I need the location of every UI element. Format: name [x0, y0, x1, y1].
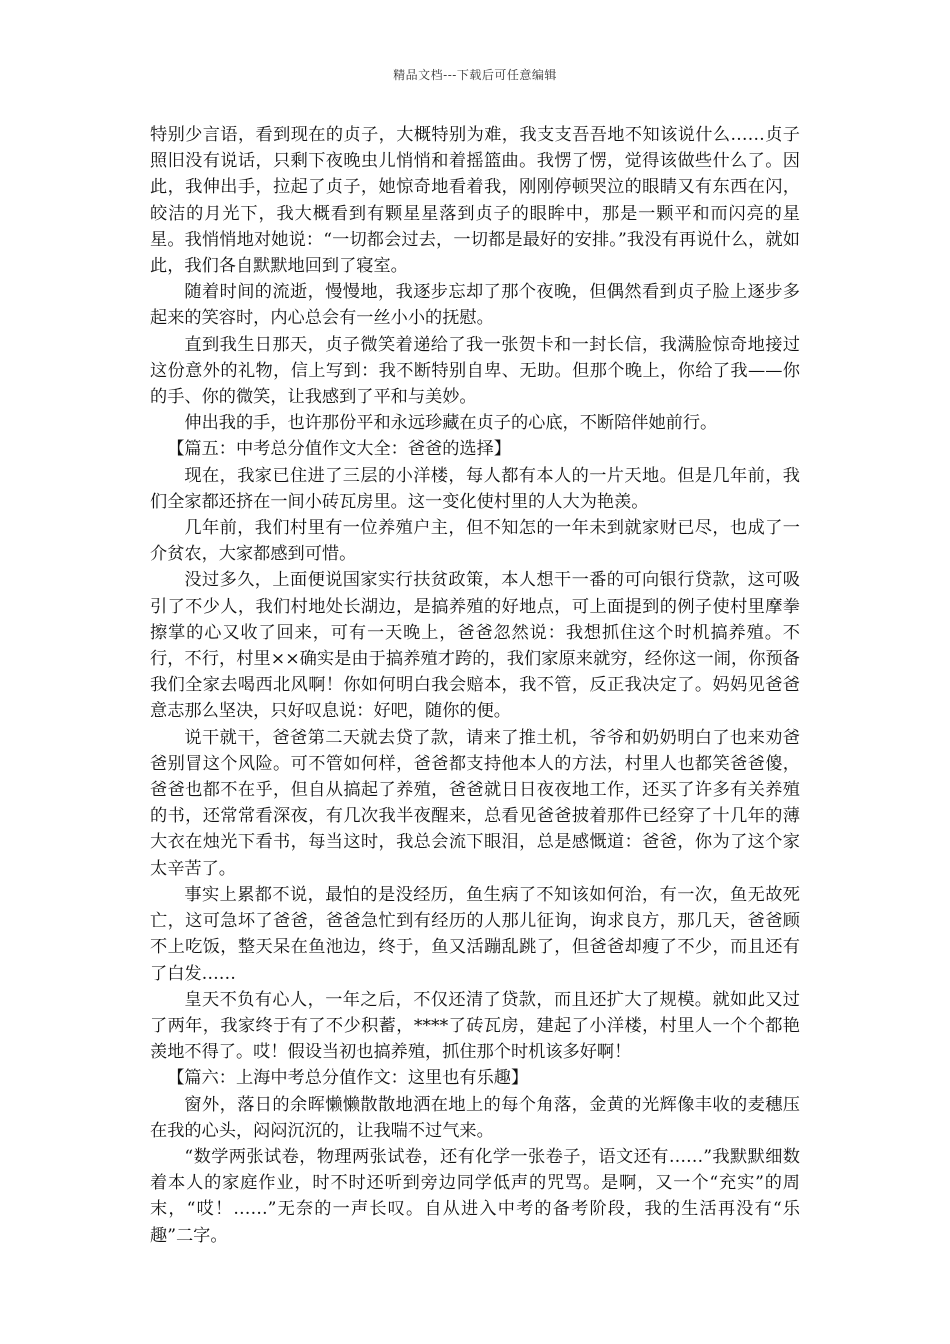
paragraph: 伸出我的手，也许那份平和永远珍藏在贞子的心底，不断陪伴她前行。 — [184, 413, 718, 434]
paragraph: 直到我生日那天，贞子微笑着递给了我一张贺卡和一封长信，我满脸惊奇地接过这份意外的礼物，信上写到：我不断特别自卑、无助。但那个晚上，你给了我——你的手、你的微笑，让我感到了平和与美妙。 — [150, 334, 800, 408]
paragraph: 没过多久，上面便说国家实行扶贫政策，本人想干一番的可向银行贷款，这可吸引了不少人，我们村地处长湖边，是搞养殖的好地点，可上面提到的例子使村里摩拳擦掌的心又收了回来，可有一天晚上，爸爸忽然说：我想抓住这个时机搞养殖。不行，不行，村里××确实是由于搞养殖才跨的，我们家原来就穷，经你这一闹，你预备我们全家去喝西北风啊！你如何明白我会赔本，我不管，反正我决定了。妈妈见爸爸意志那么坚决，只好叹息说：好吧，随你的便。 — [150, 570, 800, 722]
paragraph: 随着时间的流逝，慢慢地，我逐步忘却了那个夜晚，但偶然看到贞子脸上逐步多起来的笑容时，内心总会有一丝小小的抚慰。 — [150, 282, 800, 329]
section-heading: 【篇六：上海中考总分值作文：这里也有乐趣】 — [167, 1068, 529, 1089]
paragraph: 现在，我家已住进了三层的小洋楼，每人都有本人的一片天地。但是几年前，我们全家都还挤在一间小砖瓦房里。这一变化使村里的人大为艳羡。 — [150, 465, 800, 512]
paragraph: “数学两张试卷，物理两张试卷，还有化学一张卷子，语文还有……”我默默细数着本人的家庭作业，时不时还听到旁边同学低声的咒骂。是啊，又一个“充实”的周末，“哎！……”无奈的一声长叹。自从进入中考的备考阶段，我的生活再没有“乐趣”二字。 — [150, 1146, 800, 1246]
section-heading: 【篇五：中考总分值作文大全：爸爸的选择】 — [167, 439, 511, 460]
paragraph: 几年前，我们村里有一位养殖户主，但不知怎的一年未到就家财已尽，也成了一介贫农，大家都感到可惜。 — [150, 518, 800, 565]
paragraph: 事实上累都不说，最怕的是没经历，鱼生病了不知该如何治，有一次，鱼无故死亡，这可急坏了爸爸，爸爸急忙到有经历的人那儿征询，询求良方，那几天，爸爸顾不上吃饭，整天呆在鱼池边，终于，鱼又活蹦乱跳了，但爸爸却瘦了不少，而且还有了白发…… — [150, 884, 800, 984]
paragraph: 窗外，落日的余晖懒懒散散地洒在地上的每个角落，金黄的光辉像丰收的麦穗压在我的心头，闷闷沉沉的，让我喘不过气来。 — [150, 1094, 800, 1141]
document-body — [150, 122, 800, 1249]
paragraph: 皇天不负有心人，一年之后，不仅还清了贷款，而且还扩大了规模。就如此又过了两年，我家终于有了不少积蓄，****了砖瓦房，建起了小洋楼，村里人一个个都艳羡地不得了。哎！假设当初也搞养殖，抓住那个时机该多好啊！ — [150, 989, 800, 1063]
page-header: 精品文档---下载后可任意编辑 — [393, 68, 557, 82]
paragraph: 说干就干，爸爸第二天就去贷了款，请来了推土机，爷爷和奶奶明白了也来劝爸爸别冒这个风险。可不管如何样，爸爸都支持他本人的方法，村里人也都笑爸爸傻，爸爸也都不在乎，但自从搞起了养殖，爸爸就日日夜夜地工作，还买了许多有关养殖的书，还常常看深夜，有几次我半夜醒来，总看见爸爸披着那件已经穿了十几年的薄大衣在烛光下看书，每当这时，我总会流下眼泪，总是感慨道：爸爸，你为了这个家太辛苦了。 — [150, 727, 800, 879]
paragraph: 特别少言语，看到现在的贞子，大概特别为难，我支支吾吾地不知该说什么……贞子照旧没有说话，只剩下夜晚虫儿悄悄和着摇篮曲。我愣了愣，觉得该做些什么了。因此，我伸出手，拉起了贞子，她惊奇地看着我，刚刚停顿哭泣的眼睛又有东西在闪，皎洁的月光下，我大概看到有颗星星落到贞子的眼眸中，那是一颗平和而闪亮的星星。我悄悄地对她说：“一切都会过去，一切都是最好的安排。”我没有再说什么，就如此，我们各自默默地回到了寝室。 — [150, 125, 800, 277]
